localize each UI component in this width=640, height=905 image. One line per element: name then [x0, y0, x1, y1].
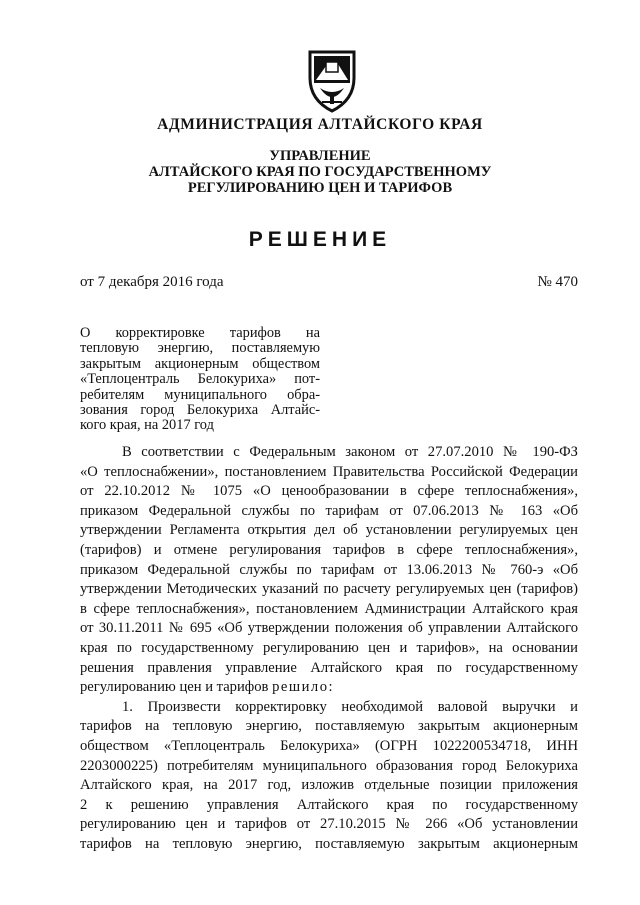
body-line: тарифов на тепловую энергию, поставляемую закрытым акционерным	[80, 835, 578, 852]
document-subject	[80, 326, 320, 434]
subject-line: тепловую энергию, поставляемую	[80, 340, 320, 357]
document-number: № 470	[537, 274, 578, 290]
body-line: от 22.10.2012 № 1075 «О ценообразовании в сфере теплоснабжения»,	[80, 483, 578, 500]
body-line: утверждении Методических указаний по расчету регулируемых цен (тарифов)	[80, 581, 578, 598]
body-line: тарифов на тепловую энергию, поставляемую закрытым акционерным	[80, 718, 578, 735]
body-line: Алтайского края, на 2017 год, изложив отдельные позиции приложения	[80, 777, 578, 794]
body-line: обществом «Теплоцентраль Белокуриха» (ОГРН 1022200534718, ИНН	[80, 737, 578, 754]
department-title	[0, 148, 640, 196]
body-line: регулированию цен и тарифов от 27.10.2015 № 266 «Об установлении	[80, 816, 578, 833]
document-body	[80, 443, 578, 854]
administration-title: АДМИНИСТРАЦИЯ АЛТАЙСКОГО КРАЯ	[157, 116, 483, 133]
body-line: решения правления управление Алтайского края по государственному	[80, 659, 578, 676]
decided-word: решило:	[272, 679, 335, 696]
body-line: приказом Федеральной службы по тарифам от 13.06.2013 № 760-э «Об	[80, 561, 578, 578]
coat-of-arms-emblem	[300, 48, 364, 114]
department-line: АЛТАЙСКОГО КРАЯ ПО ГОСУДАРСТВЕННОМУ	[148, 164, 492, 180]
body-line: от 30.11.2011 № 695 «Об утверждении положения об управлении Алтайского	[80, 620, 578, 637]
subject-line: «Теплоцентраль Белокуриха» пот-	[80, 371, 320, 388]
document-type-title: РЕШЕНИЕ	[248, 228, 392, 251]
document-date: от 7 декабря 2016 года	[80, 274, 224, 290]
body-line: регулированию цен и тарифов	[80, 679, 269, 696]
body-line: края по государственному регулированию цен и тарифов», на основании	[80, 639, 578, 656]
body-line: утверждении Регламента открытия дел об установлении регулируемых цен	[80, 522, 578, 539]
body-line: 2203000225) потребителям муниципального образования город Белокуриха	[80, 757, 578, 774]
subject-line: О корректировке тарифов на	[80, 325, 320, 341]
department-line: РЕГУЛИРОВАНИЮ ЦЕН И ТАРИФОВ	[187, 180, 453, 196]
body-line: 2 к решению управления Алтайского края по государственному	[80, 796, 578, 813]
body-line: (тарифов) и отмене регулирования тарифов в сфере теплоснабжения»,	[80, 541, 578, 558]
body-line: 1. Произвести корректировку необходимой валовой выручки и	[122, 698, 578, 715]
body-line: приказом Федеральной службы по тарифам от 07.06.2013 № 163 «Об	[80, 502, 578, 519]
subject-line: кого края, на 2017 год	[80, 417, 214, 434]
subject-line: ребителям муниципального обра-	[80, 386, 320, 403]
department-line: УПРАВЛЕНИЕ	[269, 148, 371, 164]
body-line: «О теплоснабжении», постановлением Правительства Российской Федерации	[80, 463, 578, 480]
body-line: в сфере теплоснабжения», постановлением Администрации Алтайского края	[80, 600, 578, 617]
subject-line: закрытым акционерным обществом	[80, 355, 320, 372]
body-line-with-decision	[80, 678, 578, 698]
body-line: В соответствии с Федеральным законом от 27.07.2010 № 190-ФЗ	[122, 444, 578, 460]
subject-line: зования город Белокуриха Алтайс-	[80, 402, 320, 419]
